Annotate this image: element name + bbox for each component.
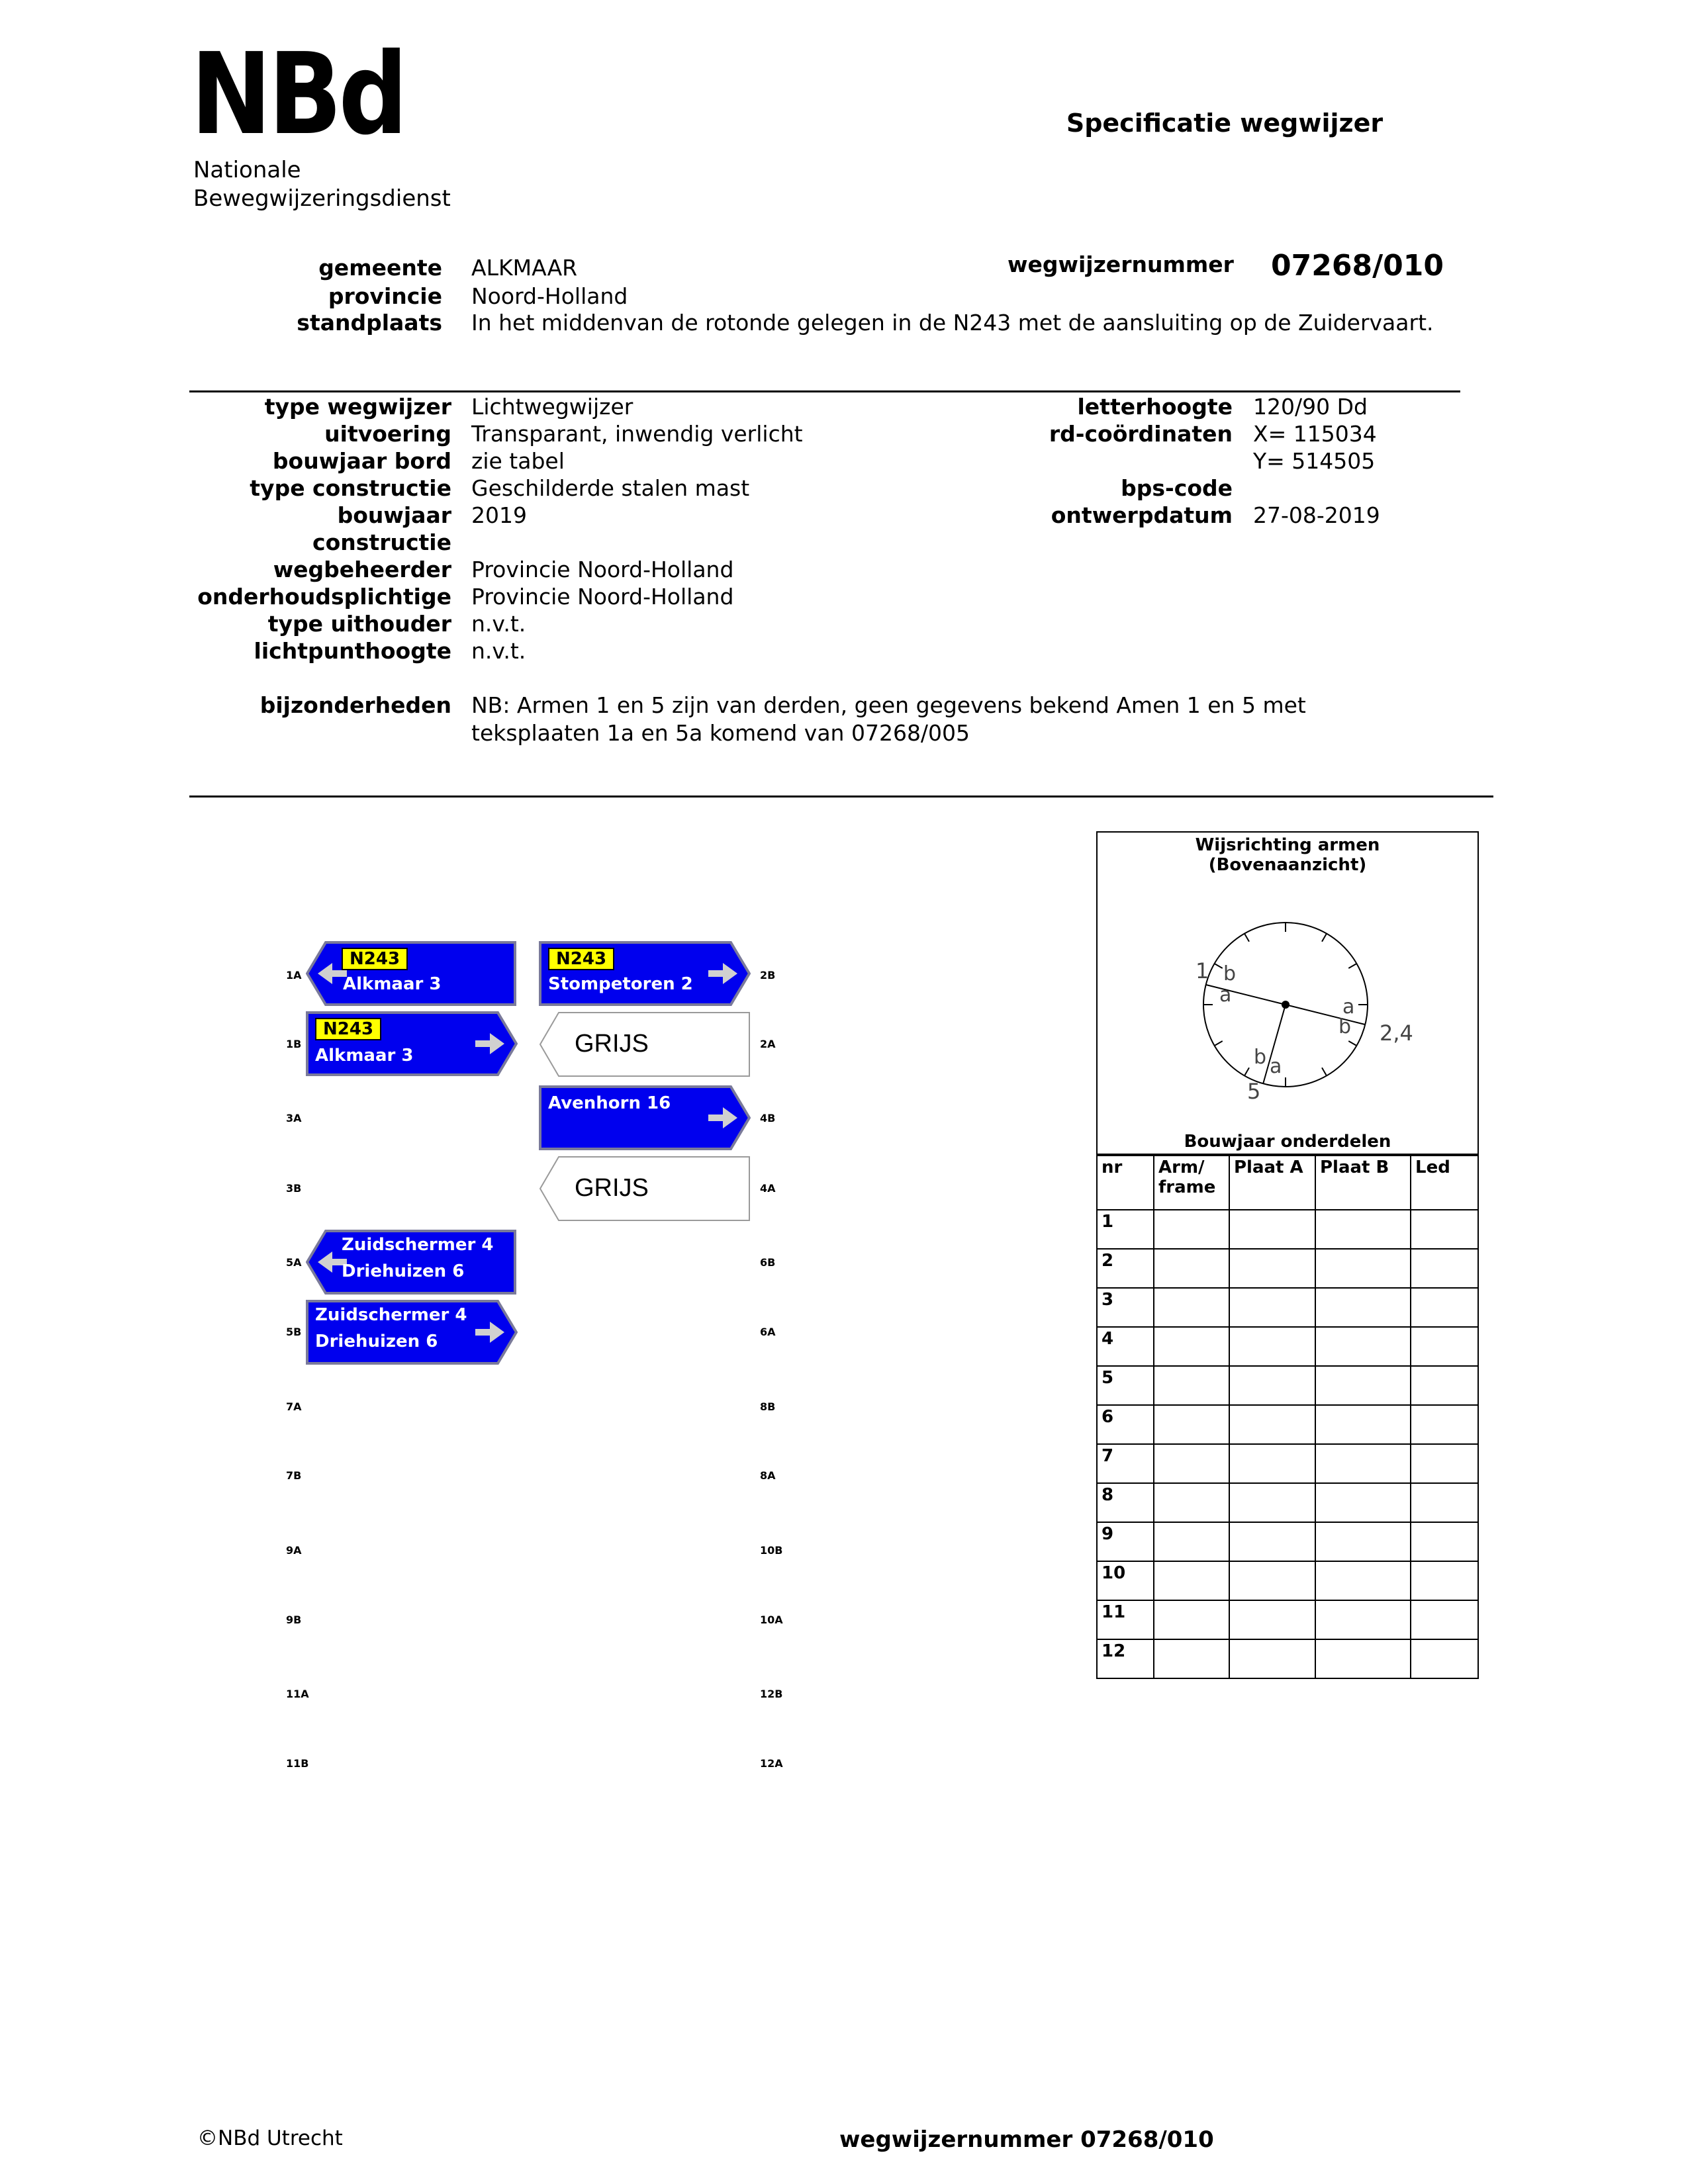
spec-label: type constructie — [250, 475, 451, 501]
table-row — [1097, 1249, 1478, 1288]
row-number: 7 — [1097, 1444, 1154, 1483]
cell — [1229, 1561, 1315, 1600]
plate-label: 3A — [286, 1112, 302, 1124]
table-row — [1097, 1366, 1478, 1405]
spec-label: bouwjaar — [337, 502, 451, 528]
sign-text-line-2: Driehuizen 6 — [315, 1332, 438, 1351]
plate-label: 8A — [760, 1469, 776, 1482]
spec-value: Transparant, inwendig verlicht — [471, 421, 803, 447]
compass-diagram — [1098, 833, 1477, 1154]
cell — [1154, 1327, 1229, 1366]
spec-label: letterhoogte — [1077, 394, 1233, 420]
cell — [1411, 1444, 1478, 1483]
spec-value: Geschilderde stalen mast — [471, 475, 750, 501]
cell — [1315, 1405, 1411, 1444]
cell — [1411, 1639, 1478, 1678]
spec-value: n.v.t. — [471, 611, 526, 637]
cell — [1229, 1522, 1315, 1561]
row-number: 2 — [1097, 1249, 1154, 1288]
cell — [1411, 1522, 1478, 1561]
cell — [1411, 1405, 1478, 1444]
plate-label: 11A — [286, 1688, 309, 1700]
row-number: 11 — [1097, 1600, 1154, 1639]
cell — [1315, 1249, 1411, 1288]
cell — [1154, 1249, 1229, 1288]
cell — [1315, 1327, 1411, 1366]
sign-5b — [306, 1300, 518, 1363]
cell — [1411, 1249, 1478, 1288]
arm-label-a: a — [1219, 983, 1232, 1007]
cell — [1229, 1639, 1315, 1678]
compass-tick — [1215, 964, 1223, 968]
table-row — [1097, 1444, 1478, 1483]
cell — [1315, 1366, 1411, 1405]
divider-bottom — [189, 796, 1493, 797]
bijzonderheden-line-1: NB: Armen 1 en 5 zijn van derden, geen gegevens bekend Amen 1 en 5 met — [471, 692, 1306, 718]
cell — [1154, 1561, 1229, 1600]
sign-1a-shape — [306, 941, 518, 1006]
logo-line-1: Nationale — [193, 157, 301, 183]
cell — [1229, 1405, 1315, 1444]
table-row — [1097, 1288, 1478, 1327]
table-header: Plaat A — [1229, 1156, 1315, 1210]
compass-tick — [1244, 934, 1249, 942]
plate-label: 12A — [760, 1757, 783, 1770]
sign-text-line-1: Zuidschermer 4 — [315, 1305, 467, 1325]
sign-2b — [539, 941, 751, 1005]
spec-label: rd-coördinaten — [1049, 421, 1233, 447]
row-number: 9 — [1097, 1522, 1154, 1561]
provincie-label: provincie — [328, 283, 442, 309]
cell — [1315, 1444, 1411, 1483]
table-row — [1097, 1522, 1478, 1561]
cell — [1411, 1210, 1478, 1249]
row-number: 10 — [1097, 1561, 1154, 1600]
cell — [1154, 1600, 1229, 1639]
plate-label: 9A — [286, 1544, 302, 1557]
plate-label: 11B — [286, 1757, 309, 1770]
cell — [1315, 1639, 1411, 1678]
cell — [1154, 1639, 1229, 1678]
wijsrichting-title: Wijsrichting armen — [1195, 835, 1380, 855]
cell — [1154, 1483, 1229, 1522]
arm-label-5: 5 — [1247, 1079, 1261, 1104]
spec-value: X= 115034 — [1253, 421, 1377, 447]
table-row — [1097, 1327, 1478, 1366]
table-header: Led — [1411, 1156, 1478, 1210]
sign-2a — [539, 1011, 751, 1075]
standplaats-value: In het middenvan de rotonde gelegen in de N243 met de aansluiting op de Zuidervaart. — [471, 310, 1434, 336]
cell — [1411, 1600, 1478, 1639]
table-header: Arm/ frame — [1154, 1156, 1229, 1210]
cell — [1315, 1210, 1411, 1249]
table-row — [1097, 1639, 1478, 1678]
bijzonderheden-label: bijzonderheden — [259, 692, 451, 718]
spec-label: bouwjaar bord — [272, 448, 451, 474]
arm-label-2-4: 2,4 — [1380, 1021, 1413, 1046]
cell — [1315, 1522, 1411, 1561]
cell — [1315, 1288, 1411, 1327]
spec-label: wegbeheerder — [273, 557, 451, 582]
spec-label: bps-code — [1121, 475, 1233, 501]
sign-text: GRIJS — [575, 1030, 649, 1058]
plate-label: 10B — [760, 1544, 783, 1557]
cell — [1315, 1561, 1411, 1600]
wijsrichting-subtitle: (Bovenaanzicht) — [1208, 855, 1367, 875]
table-header: nr — [1097, 1156, 1154, 1210]
cell — [1411, 1288, 1478, 1327]
row-number: 3 — [1097, 1288, 1154, 1327]
spec-label: onderhoudsplichtige — [197, 584, 451, 610]
row-number: 5 — [1097, 1366, 1154, 1405]
compass-tick — [1215, 1041, 1223, 1046]
provincie-value: Noord-Holland — [471, 283, 628, 309]
spec-label: uitvoering — [324, 421, 451, 447]
sign-text: Alkmaar 3 — [315, 1046, 414, 1066]
arm-label-b: b — [1338, 1015, 1352, 1038]
cell — [1229, 1444, 1315, 1483]
row-number: 6 — [1097, 1405, 1154, 1444]
spec-value: 120/90 Dd — [1253, 394, 1368, 420]
row-number: 1 — [1097, 1210, 1154, 1249]
cell — [1229, 1210, 1315, 1249]
plate-label: 4A — [760, 1182, 776, 1195]
footer-copyright: ©NBd Utrecht — [197, 2126, 343, 2150]
table-header: Plaat B — [1315, 1156, 1411, 1210]
cell — [1229, 1288, 1315, 1327]
plate-label: 5B — [286, 1326, 302, 1338]
plate-label: 6A — [760, 1326, 776, 1338]
sign-text: Stompetoren 2 — [548, 974, 693, 994]
table-row — [1097, 1405, 1478, 1444]
wijsrichting-panel — [1096, 831, 1479, 1155]
row-number: 4 — [1097, 1327, 1154, 1366]
sign-5a — [306, 1230, 518, 1293]
spec-label: type wegwijzer — [264, 394, 451, 420]
cell — [1154, 1444, 1229, 1483]
spec-value: Provincie Noord-Holland — [471, 557, 734, 582]
plate-label: 6B — [760, 1256, 776, 1269]
plate-label: 10A — [760, 1614, 783, 1626]
spec-value: Y= 514505 — [1253, 448, 1376, 474]
cell — [1154, 1288, 1229, 1327]
arm-label-a: a — [1270, 1055, 1282, 1078]
plate-label: 9B — [286, 1614, 302, 1626]
wegwijzernummer-label: wegwijzernummer — [1008, 251, 1234, 277]
cell — [1315, 1483, 1411, 1522]
wegwijzernummer-value: 07268/010 — [1271, 249, 1444, 283]
plate-label: 4B — [760, 1112, 776, 1124]
bouwjaar-title: Bouwjaar onderdelen — [1184, 1132, 1391, 1152]
gemeente-value: ALKMAAR — [471, 255, 578, 281]
sign-text-line-1: Zuidschermer 4 — [342, 1235, 494, 1255]
row-number: 12 — [1097, 1639, 1154, 1678]
spec-value: zie tabel — [471, 448, 565, 474]
spec-label: constructie — [312, 529, 451, 555]
table-row — [1097, 1483, 1478, 1522]
sign-4a — [539, 1156, 751, 1219]
spec-label: type uithouder — [267, 611, 451, 637]
cell — [1154, 1366, 1229, 1405]
road-shield: N243 — [315, 1018, 381, 1040]
sign-1a — [306, 941, 518, 1005]
nbd-logo: NBd — [191, 29, 404, 160]
arm-label-b: b — [1223, 962, 1237, 985]
compass-tick — [1322, 1068, 1327, 1075]
cell — [1411, 1327, 1478, 1366]
spec-value: Lichtwegwijzer — [471, 394, 633, 420]
plate-label: 2A — [760, 1038, 776, 1050]
spec-value: Provincie Noord-Holland — [471, 584, 734, 610]
divider-top — [189, 390, 1460, 392]
footer-wegwijzernummer: wegwijzernummer 07268/010 — [839, 2126, 1214, 2153]
arm-label-a: a — [1342, 995, 1355, 1019]
spec-value: 2019 — [471, 502, 527, 528]
compass-tick — [1348, 1041, 1356, 1046]
cell — [1154, 1522, 1229, 1561]
table-row — [1097, 1561, 1478, 1600]
plate-label: 5A — [286, 1256, 302, 1269]
compass-tick — [1322, 934, 1327, 942]
sign-4b — [539, 1085, 751, 1149]
cell — [1229, 1483, 1315, 1522]
standplaats-label: standplaats — [297, 310, 442, 336]
compass-tick — [1244, 1068, 1249, 1075]
compass-tick — [1348, 964, 1356, 968]
gemeente-label: gemeente — [318, 255, 442, 281]
cell — [1411, 1561, 1478, 1600]
plate-label: 1B — [286, 1038, 302, 1050]
spec-value: 27-08-2019 — [1253, 502, 1380, 528]
cell — [1229, 1327, 1315, 1366]
cell — [1154, 1210, 1229, 1249]
row-number: 8 — [1097, 1483, 1154, 1522]
plate-label: 2B — [760, 969, 776, 981]
spec-label: lichtpunthoogte — [254, 638, 451, 664]
arm-label-b: b — [1254, 1046, 1267, 1069]
bijzonderheden-line-2: teksplaaten 1a en 5a komend van 07268/005 — [471, 720, 970, 746]
spec-value: n.v.t. — [471, 638, 526, 664]
plate-label: 1A — [286, 969, 302, 981]
document-title: Specificatie wegwijzer — [1066, 109, 1383, 138]
logo-line-2: Bewegwijzeringsdienst — [193, 185, 451, 212]
plate-label: 7B — [286, 1469, 302, 1482]
plate-label: 8B — [760, 1400, 776, 1413]
bouwjaar-table — [1096, 1155, 1479, 1679]
road-shield: N243 — [342, 948, 408, 970]
plate-label: 3B — [286, 1182, 302, 1195]
spec-label: ontwerpdatum — [1051, 502, 1233, 528]
sign-1b — [306, 1011, 518, 1075]
sign-text: Alkmaar 3 — [343, 974, 442, 994]
sign-text: Avenhorn 16 — [548, 1093, 671, 1113]
cell — [1315, 1600, 1411, 1639]
plate-label: 7A — [286, 1400, 302, 1413]
cell — [1229, 1249, 1315, 1288]
cell — [1229, 1366, 1315, 1405]
plate-label: 12B — [760, 1688, 783, 1700]
cell — [1411, 1366, 1478, 1405]
road-shield: N243 — [548, 948, 614, 970]
sign-text: GRIJS — [575, 1174, 649, 1202]
table-row — [1097, 1210, 1478, 1249]
cell — [1229, 1600, 1315, 1639]
sign-text-line-2: Driehuizen 6 — [342, 1261, 465, 1281]
cell — [1154, 1405, 1229, 1444]
arm-label-1: 1 — [1196, 958, 1209, 983]
cell — [1411, 1483, 1478, 1522]
table-row — [1097, 1600, 1478, 1639]
